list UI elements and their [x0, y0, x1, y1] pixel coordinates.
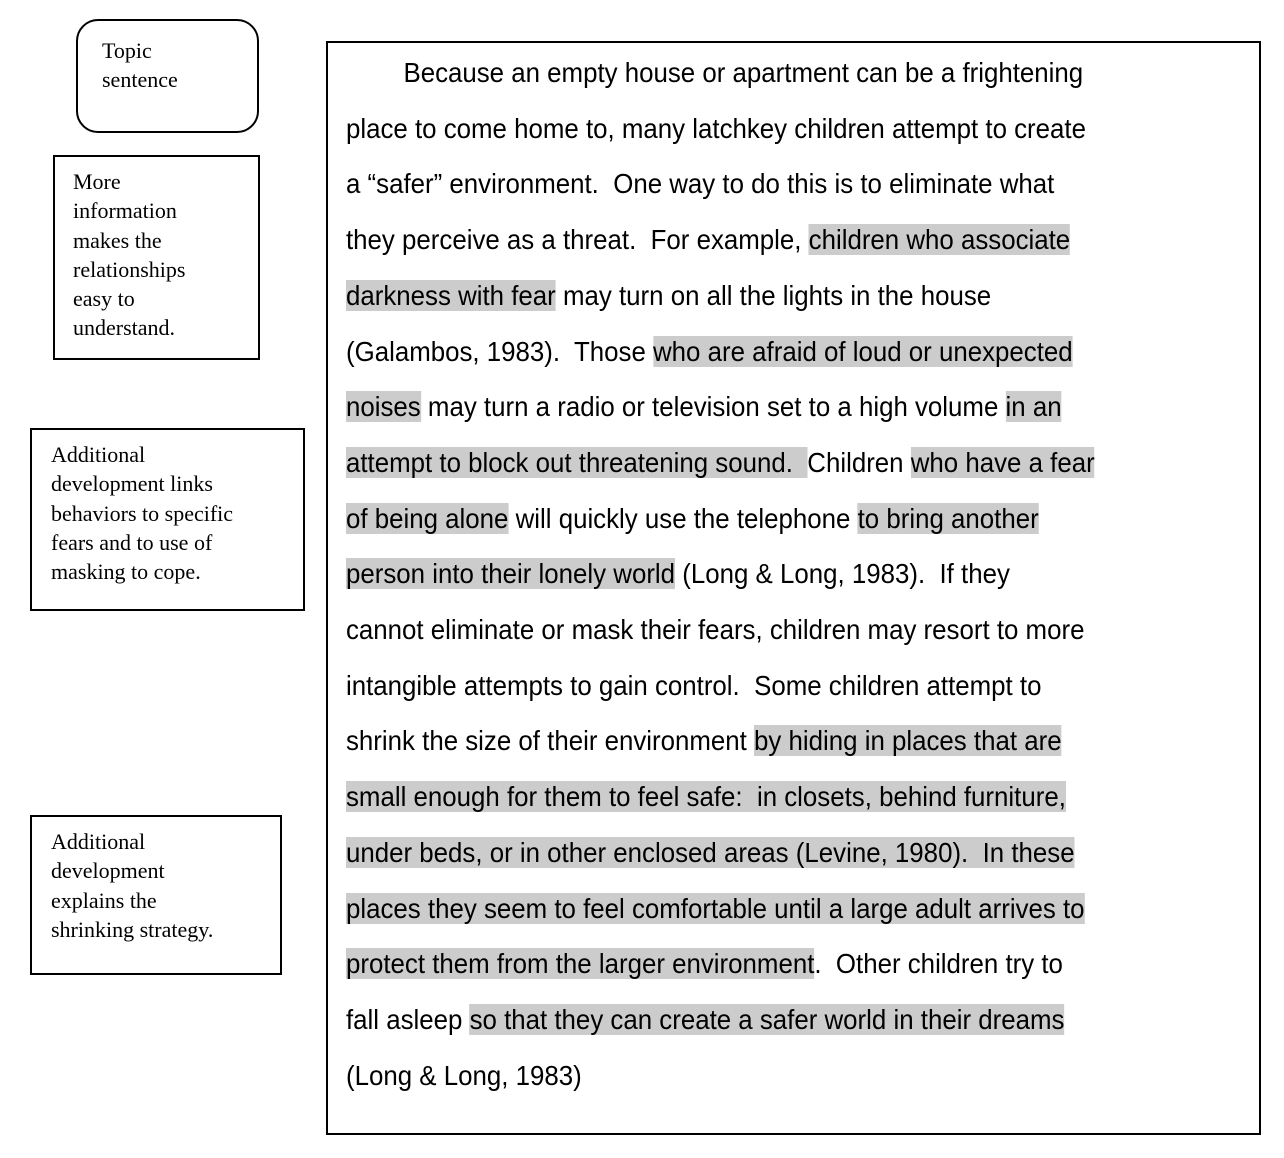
annotation-text: [51, 827, 213, 944]
paragraph-box: [326, 41, 1261, 1135]
highlighted-text: under beds, or in other enclosed areas (Levine, 1980). In these: [346, 836, 1075, 868]
paragraph-line: [346, 556, 1010, 592]
annotation-topic-sentence: [76, 19, 259, 133]
annotation-line: Additional: [51, 829, 146, 854]
paragraph-line: [346, 501, 1039, 537]
annotation-line: makes the: [73, 227, 162, 253]
paragraph-line: [346, 111, 1086, 147]
paragraph-text: (Long & Long, 1983). If they: [675, 558, 1010, 590]
paragraph-line: [346, 723, 1062, 759]
annotation-text: [51, 440, 233, 586]
paragraph-line: [346, 779, 1066, 815]
highlighted-text: of being alone: [346, 502, 509, 534]
annotation-line: shrinking strategy.: [51, 916, 214, 942]
highlighted-text: small enough for them to feel safe: in closets, behind furniture,: [346, 781, 1066, 813]
paragraph-text: a “safer” environment. One way to do this is to eliminate what: [346, 168, 1055, 200]
annotation-line: relationships: [73, 256, 186, 282]
paragraph-line: [346, 1002, 1064, 1038]
paragraph-text: Because an empty house or apartment can be a frightening: [346, 57, 1084, 88]
paragraph-line: [346, 612, 1084, 648]
paragraph-text: may turn on all the lights in the house: [555, 279, 992, 311]
paragraph-line: [346, 445, 1095, 481]
annotation-line: easy to: [73, 286, 135, 312]
paragraph-line: [346, 55, 1083, 91]
paragraph-line: [346, 334, 1073, 370]
highlighted-text: who have a fear: [910, 446, 1095, 478]
highlighted-text: person into their lonely world: [346, 558, 676, 590]
paragraph-text: cannot eliminate or mask their fears, children may resort to more: [346, 614, 1085, 645]
paragraph-line: [346, 1058, 582, 1094]
paragraph-text: will quickly use the telephone: [508, 502, 858, 534]
highlighted-text: children who associate: [808, 224, 1071, 256]
annotation-line: More: [73, 169, 121, 194]
paragraph-line: [346, 835, 1075, 871]
paragraph-line: [346, 166, 1054, 202]
highlighted-text: who are afraid of loud or unexpected: [653, 335, 1073, 367]
annotation-line: understand.: [73, 315, 176, 341]
annotation-line: Topic: [102, 38, 152, 63]
annotation-line: fears and to use of: [51, 529, 213, 555]
paragraph-text: (Long & Long, 1983): [346, 1059, 582, 1091]
paragraph-text: they perceive as a threat. For example,: [346, 224, 809, 256]
annotation-line: masking to cope.: [51, 559, 201, 585]
paragraph-text: intangible attempts to gain control. Some children attempt to: [346, 669, 1042, 701]
annotation-links-behaviors: [30, 428, 305, 611]
highlighted-text: protect them from the larger environment: [346, 948, 815, 980]
paragraph-text: (Galambos, 1983). Those: [346, 335, 654, 367]
paragraph-line: [346, 389, 1062, 425]
highlighted-text: noises: [346, 391, 421, 423]
annotation-line: information: [73, 198, 177, 224]
annotation-text: [102, 36, 178, 95]
highlighted-text: attempt to block out threatening sound.: [346, 446, 808, 478]
highlighted-text: so that they can create a safer world in their dreams: [469, 1003, 1065, 1035]
highlighted-text: darkness with fear: [346, 279, 556, 311]
highlighted-text: in an: [1005, 391, 1062, 423]
paragraph-line: [346, 891, 1085, 927]
paragraph-line: [346, 222, 1070, 258]
annotation-shrinking-strategy: [30, 815, 282, 975]
annotation-text: [73, 167, 185, 343]
paragraph-text: place to come home to, many latchkey children attempt to create: [346, 112, 1086, 144]
paragraph-text: fall asleep: [346, 1003, 470, 1035]
paragraph-line: [346, 668, 1041, 704]
paragraph-text: shrink the size of their environment: [346, 725, 755, 757]
annotation-more-information: [53, 155, 260, 360]
paragraph-text: Children: [807, 446, 911, 478]
paragraph-line: [346, 278, 991, 314]
paragraph-text: . Other children try to: [814, 948, 1063, 980]
highlighted-text: by hiding in places that are: [754, 725, 1062, 757]
highlighted-text: places they seem to feel comfortable until a large adult arrives to: [346, 892, 1085, 924]
annotation-line: explains the: [51, 887, 157, 913]
paragraph-text: may turn a radio or television set to a high volume: [420, 391, 1006, 423]
annotation-line: sentence: [102, 67, 178, 93]
annotation-line: behaviors to specific: [51, 500, 234, 526]
annotation-line: Additional: [51, 442, 146, 467]
annotation-line: development: [51, 858, 165, 884]
paragraph-line: [346, 946, 1063, 982]
annotation-line: development links: [51, 471, 213, 497]
highlighted-text: to bring another: [857, 502, 1039, 534]
